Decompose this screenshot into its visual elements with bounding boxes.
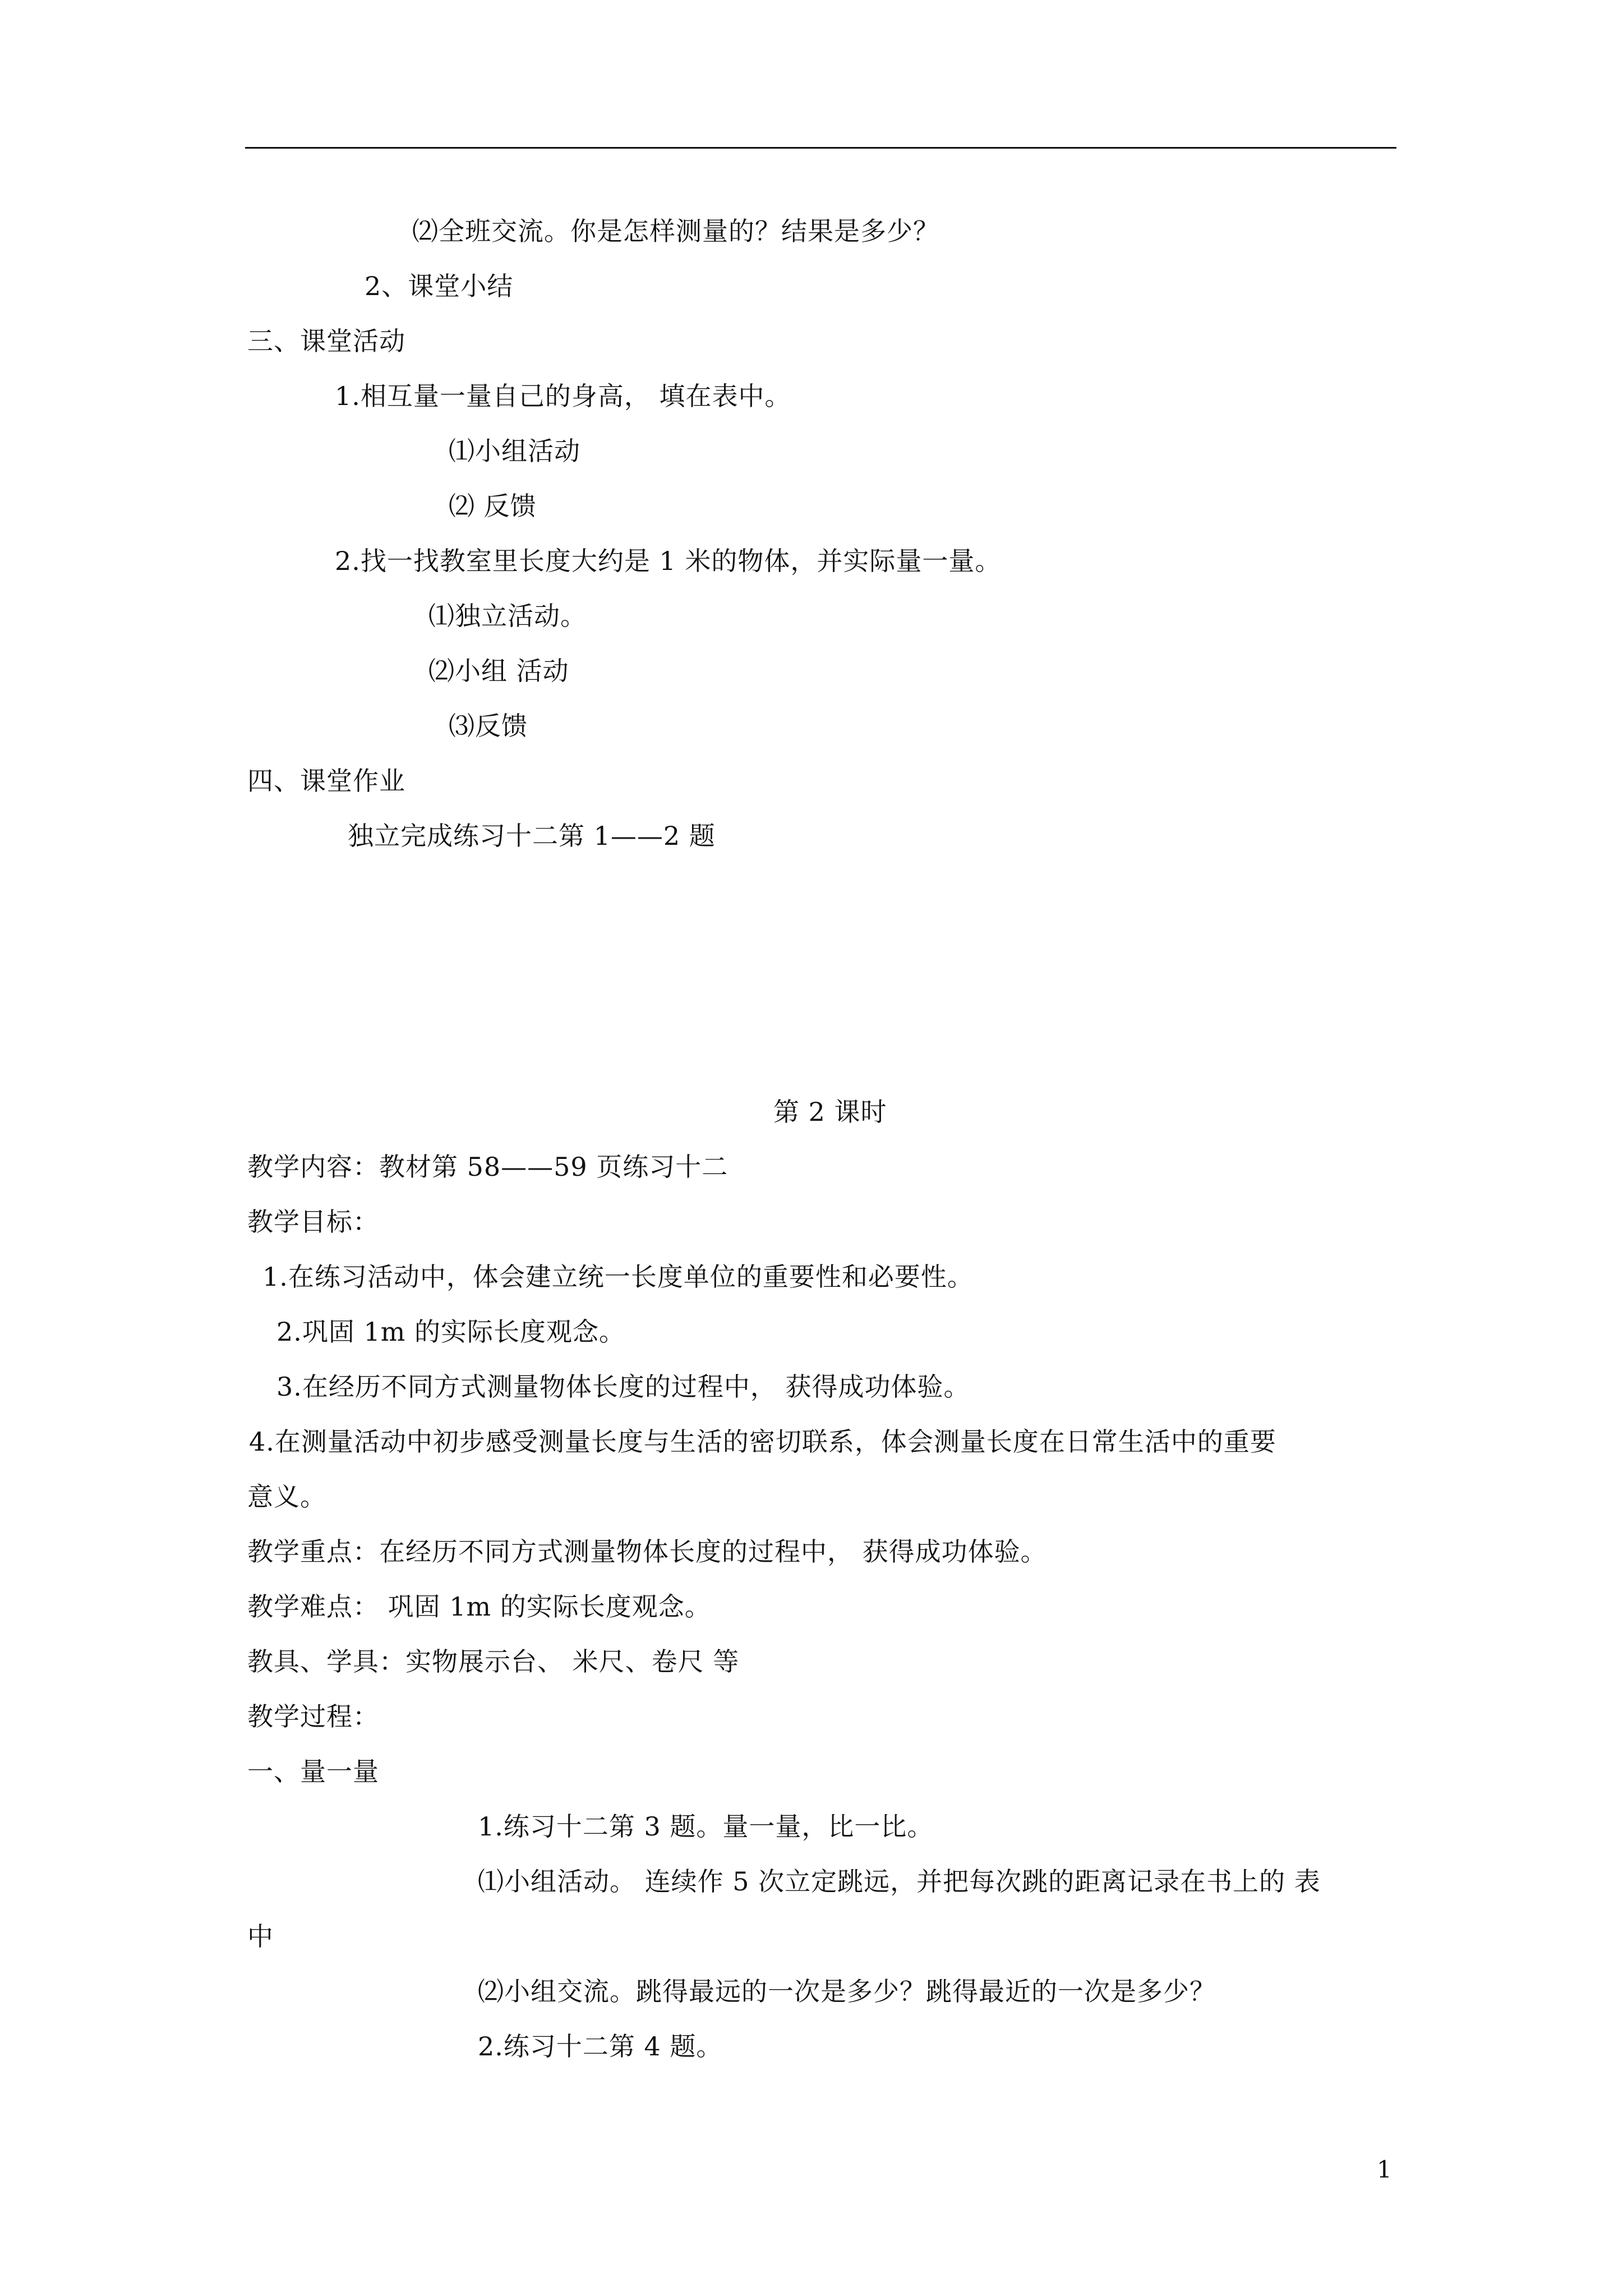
- text-line: 2.找一找教室里长度大约是 1 米的物体，并实际量一量。: [335, 546, 1002, 576]
- text-line: ⑴小组活动: [449, 436, 580, 466]
- text-line: ⑶反馈: [449, 711, 528, 741]
- text-line: 教学过程：: [247, 1701, 379, 1732]
- text-line: 2.巩固 1m 的实际长度观念。: [276, 1317, 626, 1347]
- text-line: 中: [247, 1921, 274, 1952]
- text-line: ⑵ 反馈: [449, 491, 537, 521]
- text-line: 教学内容：教材第 58——59 页练习十二: [247, 1152, 728, 1182]
- text-line: 独立完成练习十二第 1——2 题: [348, 821, 716, 851]
- text-line: 2.练习十二第 4 题。: [478, 2031, 723, 2062]
- text-line: 意义。: [247, 1481, 326, 1512]
- section-heading: 三、课堂活动: [247, 326, 405, 356]
- section-heading: 一、量一量: [247, 1756, 379, 1787]
- text-line: 教学重点：在经历不同方式测量物体长度的过程中， 获得成功体验。: [247, 1536, 1047, 1567]
- text-line: ⑵小组交流。跳得最远的一次是多少？跳得最近的一次是多少？: [478, 1976, 1216, 2007]
- lesson-title: 第 2 课时: [773, 1097, 887, 1127]
- page-number: 1: [1377, 2156, 1392, 2183]
- section-heading: 四、课堂作业: [247, 766, 405, 796]
- text-line: 教具、学具：实物展示台、 米尺、卷尺 等: [247, 1646, 740, 1677]
- text-line: ⑴小组活动。 连续作 5 次立定跳远，并把每次跳的距离记录在书上的 表: [478, 1866, 1321, 1897]
- text-line: 2、课堂小结: [365, 271, 514, 301]
- text-line: 1.练习十二第 3 题。量一量，比一比。: [478, 1811, 934, 1842]
- text-line: 1.相互量一量自己的身高， 填在表中。: [335, 381, 791, 411]
- text-line: 教学目标：: [247, 1207, 379, 1237]
- text-line: 3.在经历不同方式测量物体长度的过程中， 获得成功体验。: [276, 1372, 970, 1402]
- text-line: ⑴独立活动。: [428, 601, 587, 631]
- header-rule: [245, 147, 1396, 149]
- text-line: 1.在练习活动中，体会建立统一长度单位的重要性和必要性。: [262, 1262, 974, 1292]
- text-line: ⑵全班交流。你是怎样测量的？结果是多少？: [412, 216, 939, 246]
- text-line: 4.在测量活动中初步感受测量长度与生活的密切联系，体会测量长度在日常生活中的重要: [249, 1427, 1276, 1457]
- text-line: 教学难点： 巩固 1m 的实际长度观念。: [247, 1591, 711, 1622]
- text-line: ⑵小组 活动: [428, 656, 569, 686]
